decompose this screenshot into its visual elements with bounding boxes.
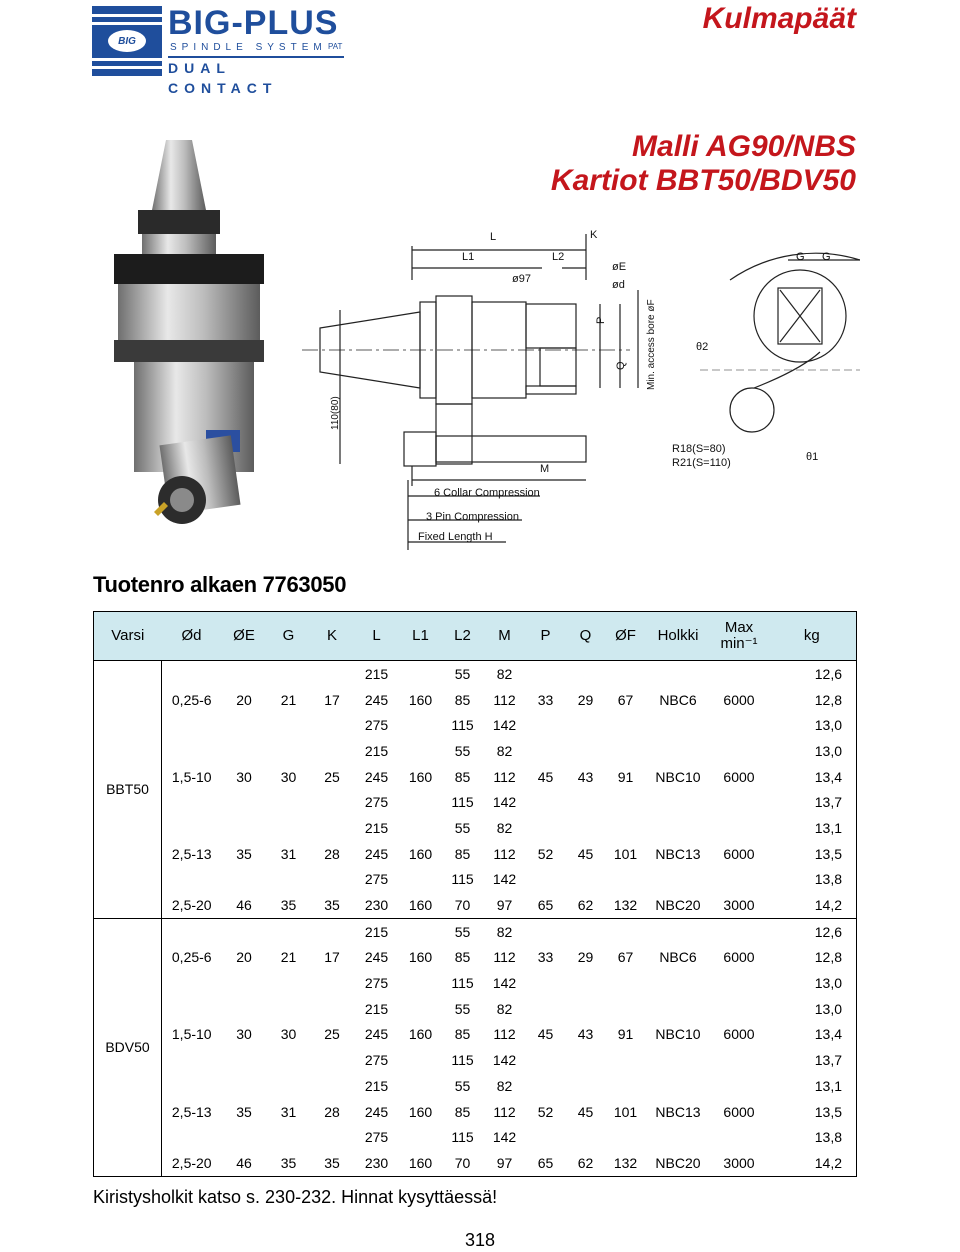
- cell-P: 45: [537, 1026, 554, 1043]
- cell-max: 6000: [711, 918, 768, 996]
- cell-L: 275: [364, 794, 389, 811]
- cell-Q: 62: [577, 897, 594, 914]
- label-collar-compression: 6 Collar Compression: [434, 487, 540, 499]
- cell-L: 215: [364, 665, 389, 682]
- cell-M: 82: [496, 819, 513, 836]
- cell-L2: 85: [454, 1103, 471, 1120]
- cell-max: 6000: [723, 691, 755, 708]
- cell-kg: 13,4: [814, 768, 842, 785]
- cell-L: 215: [364, 742, 389, 759]
- cell-L2: 115: [451, 794, 474, 811]
- radius-r21: R21(S=110): [672, 457, 731, 469]
- cell-holkki: NBC13: [655, 845, 701, 862]
- cell-d: 2,5-20: [171, 897, 212, 914]
- logo-dual-contact: DUAL CONTACT: [168, 56, 344, 78]
- cell-kg: 13,0: [814, 742, 842, 759]
- table-header-cell: Max min⁻¹: [711, 612, 768, 661]
- model-title: [551, 130, 856, 198]
- dim-d97: ø97: [512, 273, 531, 285]
- cell-L2: 55: [454, 1000, 471, 1017]
- cell-L2: 55: [454, 819, 471, 836]
- cell-d: 1,5-10: [171, 768, 212, 785]
- cell-Q: 29: [566, 918, 606, 996]
- cell-kg: 12,8: [814, 949, 842, 966]
- product-number: Tuotenro alkaen 7763050: [93, 572, 347, 597]
- cell-E: 30: [236, 768, 252, 785]
- cell-K: 17: [311, 918, 354, 996]
- table-header-cell: Q: [566, 612, 606, 661]
- table-row: [94, 661, 857, 687]
- cell-L: 230: [364, 1154, 389, 1171]
- cell-M: 142: [492, 794, 517, 811]
- cell-K: 28: [324, 1103, 340, 1120]
- cell-max: 6000: [723, 1103, 755, 1120]
- cell-Q: 45: [577, 1103, 594, 1120]
- cell-L: 245: [364, 768, 389, 785]
- table-header-cell: L: [354, 612, 400, 661]
- cell-F: 101: [613, 845, 638, 862]
- cell-Q: 45: [577, 845, 594, 862]
- cell-E: 30: [236, 1026, 252, 1043]
- model-tapers: Kartiot BBT50/BDV50: [550, 164, 856, 197]
- cell-d: 2,5-20: [171, 1154, 212, 1171]
- table-header-cell: P: [526, 612, 566, 661]
- dim-L1: L1: [462, 251, 475, 263]
- cell-M: 97: [496, 897, 513, 914]
- cell-L1: 160: [408, 1026, 433, 1043]
- cell-max: 3000: [723, 1154, 755, 1171]
- cell-M: 142: [492, 871, 517, 888]
- cell-M: 142: [492, 1052, 517, 1069]
- cell-holkki: NBC10: [655, 1026, 701, 1043]
- cell-L1: 160: [408, 897, 433, 914]
- table-group: [94, 661, 857, 919]
- cell-holkki: NBC6: [646, 918, 711, 996]
- cell-L2: 70: [454, 897, 471, 914]
- cell-F: 101: [613, 1103, 638, 1120]
- cell-d: 2,5-13: [171, 1103, 212, 1120]
- cell-Q: 43: [577, 768, 594, 785]
- cell-L2: 115: [451, 1129, 474, 1146]
- cell-K: 25: [324, 768, 340, 785]
- cell-G: 35: [280, 897, 297, 914]
- cell-d: 0,25-6: [171, 691, 212, 708]
- cell-G: 31: [280, 1103, 297, 1120]
- table-header-row: [94, 612, 857, 661]
- cell-E: 35: [236, 845, 252, 862]
- cell-L: 245: [364, 691, 389, 708]
- cell-L: 230: [364, 897, 389, 914]
- table-header-cell: L2: [442, 612, 484, 661]
- cell-L2: 85: [454, 768, 471, 785]
- cell-holkki: NBC10: [655, 768, 701, 785]
- cell-kg: 13,1: [814, 819, 842, 836]
- cell-L2: 115: [451, 717, 474, 734]
- cell-L: 215: [354, 918, 400, 944]
- angle-theta1: θ1: [806, 451, 819, 463]
- label-fixed-length: Fixed Length H: [418, 531, 493, 543]
- cell-holkki: NBC13: [655, 1103, 701, 1120]
- cell-L2: 115: [451, 975, 474, 992]
- cell-G: 21: [267, 918, 311, 996]
- cell-F: 132: [613, 897, 638, 914]
- cell-kg: 12,6: [814, 665, 842, 682]
- table-header-cell: ØF: [606, 612, 646, 661]
- cell-P: 65: [537, 897, 554, 914]
- cell-varsi: BBT50: [94, 661, 162, 919]
- cell-P: 52: [537, 1103, 554, 1120]
- table-row: [94, 918, 857, 944]
- table-header-cell: ØE: [222, 612, 267, 661]
- cell-L2: 85: [454, 845, 471, 862]
- cell-P: 52: [537, 845, 554, 862]
- cell-G: 31: [280, 845, 297, 862]
- cell-P: 33: [537, 691, 554, 708]
- table-header-cell: Varsi: [94, 612, 162, 661]
- dim-dE: øE: [612, 261, 627, 273]
- cell-F: 91: [617, 1026, 634, 1043]
- cell-holkki: NBC6: [659, 691, 697, 708]
- logo-pat: PAT: [328, 42, 343, 51]
- cell-M: 82: [496, 665, 513, 682]
- cell-Q: 43: [577, 1026, 594, 1043]
- cell-L1: 160: [408, 1103, 433, 1120]
- cell-F: 67: [617, 691, 634, 708]
- cell-L: 215: [364, 1000, 389, 1017]
- cell-max: 3000: [723, 897, 755, 914]
- dim-dd: ød: [612, 279, 625, 291]
- cell-M: 112: [493, 949, 516, 966]
- cell-L1: 160: [400, 918, 442, 996]
- cell-G: 30: [280, 768, 297, 785]
- cell-kg: 12,8: [814, 691, 842, 708]
- cell-d: 1,5-10: [171, 1026, 212, 1043]
- cell-M: 82: [496, 1077, 513, 1094]
- cell-M: 82: [484, 918, 526, 944]
- cell-d: 0,25-6: [162, 918, 222, 996]
- cell-L: 275: [364, 975, 389, 992]
- cell-M: 112: [493, 691, 516, 708]
- cell-M: 112: [493, 768, 516, 785]
- cell-M: 82: [496, 1000, 513, 1017]
- cell-L: 275: [364, 717, 389, 734]
- cell-kg: 12,6: [768, 918, 857, 944]
- cell-Q: 29: [577, 691, 594, 708]
- dim-L: L: [490, 231, 497, 243]
- cell-F: 67: [606, 918, 646, 996]
- cell-kg: 13,5: [814, 1103, 842, 1120]
- dim-Q: Q: [615, 361, 627, 370]
- technical-drawing: [300, 220, 860, 550]
- cell-max: 6000: [723, 768, 755, 785]
- table-header-cell: G: [267, 612, 311, 661]
- cell-F: 132: [613, 1154, 638, 1171]
- cell-P: 33: [526, 918, 566, 996]
- cell-K: 35: [324, 1154, 340, 1171]
- model-name: Malli AG90/NBS: [632, 130, 856, 163]
- cell-kg: 13,8: [814, 871, 842, 888]
- table-header-cell: kg: [768, 612, 857, 661]
- cell-L: 275: [364, 1129, 389, 1146]
- cell-M: 82: [496, 742, 513, 759]
- cell-L: 275: [364, 871, 389, 888]
- cell-L: 245: [364, 1103, 389, 1120]
- cell-L2: 115: [451, 1052, 474, 1069]
- cell-max: 6000: [723, 845, 755, 862]
- table-row: [94, 738, 857, 764]
- cell-G: 21: [280, 691, 297, 708]
- cell-kg: 13,7: [814, 794, 842, 811]
- cell-G: 30: [280, 1026, 297, 1043]
- table-header-cell: Ød: [162, 612, 222, 661]
- cell-K: 25: [324, 1026, 340, 1043]
- cell-kg: 13,8: [814, 1129, 842, 1146]
- logo-brand-name: BIG-PLUS: [168, 4, 339, 42]
- cell-kg: 13,1: [814, 1077, 842, 1094]
- cell-L2: 115: [451, 871, 474, 888]
- cell-E: 20: [236, 691, 252, 708]
- cell-M: 142: [492, 717, 517, 734]
- table-row: [94, 892, 857, 918]
- cell-kg: 14,2: [814, 897, 842, 914]
- cell-L1: 160: [408, 691, 433, 708]
- cell-E: 35: [236, 1103, 252, 1120]
- cell-L1: 160: [408, 1154, 433, 1171]
- dim-M: M: [540, 463, 550, 475]
- dim-height-110: 110(80): [330, 396, 341, 430]
- dim-G2: G: [822, 251, 831, 263]
- page-number: 318: [464, 1230, 496, 1250]
- cell-kg: 13,0: [814, 975, 842, 992]
- cell-L2: 55: [454, 665, 471, 682]
- cell-E: 46: [236, 897, 252, 914]
- table-group: [94, 918, 857, 1176]
- cell-P: 45: [537, 768, 554, 785]
- cell-kg: 13,0: [814, 717, 842, 734]
- cell-varsi: BDV50: [94, 918, 162, 1176]
- cell-M: 97: [496, 1154, 513, 1171]
- cell-L: 245: [364, 845, 389, 862]
- table-row: [94, 996, 857, 1022]
- cell-d: 2,5-13: [171, 845, 212, 862]
- table-row: [94, 1073, 857, 1099]
- cell-L: 245: [364, 1026, 389, 1043]
- table-row: [94, 1150, 857, 1176]
- product-photo: [94, 140, 284, 580]
- table-header-cell: K: [311, 612, 354, 661]
- cell-max: 6000: [723, 1026, 755, 1043]
- dim-K: K: [590, 229, 598, 241]
- cell-kg: 13,5: [814, 845, 842, 862]
- cell-M: 112: [493, 1103, 516, 1120]
- cell-L2: 85: [454, 691, 471, 708]
- cell-K: 17: [324, 691, 340, 708]
- logo-badge: BIG: [108, 30, 146, 52]
- cell-kg: 13,0: [814, 1000, 842, 1017]
- cell-Q: 62: [577, 1154, 594, 1171]
- table-header-cell: Holkki: [646, 612, 711, 661]
- logo-subtitle: SPINDLE SYSTEM: [170, 42, 327, 53]
- logo-emblem: [92, 6, 162, 76]
- cell-kg: 14,2: [814, 1154, 842, 1171]
- cell-P: 65: [537, 1154, 554, 1171]
- cell-L1: 160: [408, 845, 433, 862]
- table-header-cell: L1: [400, 612, 442, 661]
- dim-access-bore: Min. access bore øF: [646, 299, 657, 390]
- cell-kg: 13,4: [814, 1026, 842, 1043]
- cell-F: 91: [617, 768, 634, 785]
- cell-M: 112: [493, 845, 516, 862]
- cell-L1: 160: [408, 768, 433, 785]
- cell-L2: 55: [454, 1077, 471, 1094]
- footnote: Kiristysholkit katso s. 230-232. Hinnat kysyttäessä!: [93, 1187, 498, 1207]
- cell-L2: 85: [454, 1026, 471, 1043]
- cell-L2: 55: [442, 918, 484, 944]
- cell-E: 20: [222, 918, 267, 996]
- page-title: Kulmapäät: [702, 2, 856, 35]
- brand-logo: [92, 4, 344, 96]
- dim-L2: L2: [552, 251, 565, 263]
- cell-L: 275: [364, 1052, 389, 1069]
- cell-holkki: NBC20: [655, 1154, 701, 1171]
- cell-holkki: NBC20: [655, 897, 701, 914]
- dim-G1: G: [796, 251, 805, 263]
- table-row: [94, 815, 857, 841]
- dim-P: P: [595, 316, 607, 324]
- cell-G: 35: [280, 1154, 297, 1171]
- cell-M: 142: [492, 1129, 517, 1146]
- cell-E: 46: [236, 1154, 252, 1171]
- cell-M: 112: [493, 1026, 516, 1043]
- cell-L2: 70: [454, 1154, 471, 1171]
- cell-M: 142: [492, 975, 517, 992]
- cell-kg: 13,7: [814, 1052, 842, 1069]
- cell-L: 245: [364, 949, 389, 966]
- spec-table: [93, 611, 857, 1177]
- cell-L2: 55: [454, 742, 471, 759]
- radius-r18: R18(S=80): [672, 443, 726, 455]
- cell-L: 215: [364, 1077, 389, 1094]
- cell-K: 35: [324, 897, 340, 914]
- cell-L: 215: [364, 819, 389, 836]
- angle-theta2: θ2: [696, 341, 709, 353]
- cell-L2: 85: [454, 949, 471, 966]
- cell-K: 28: [324, 845, 340, 862]
- label-pin-compression: 3 Pin Compression: [426, 511, 519, 523]
- table-header-cell: M: [484, 612, 526, 661]
